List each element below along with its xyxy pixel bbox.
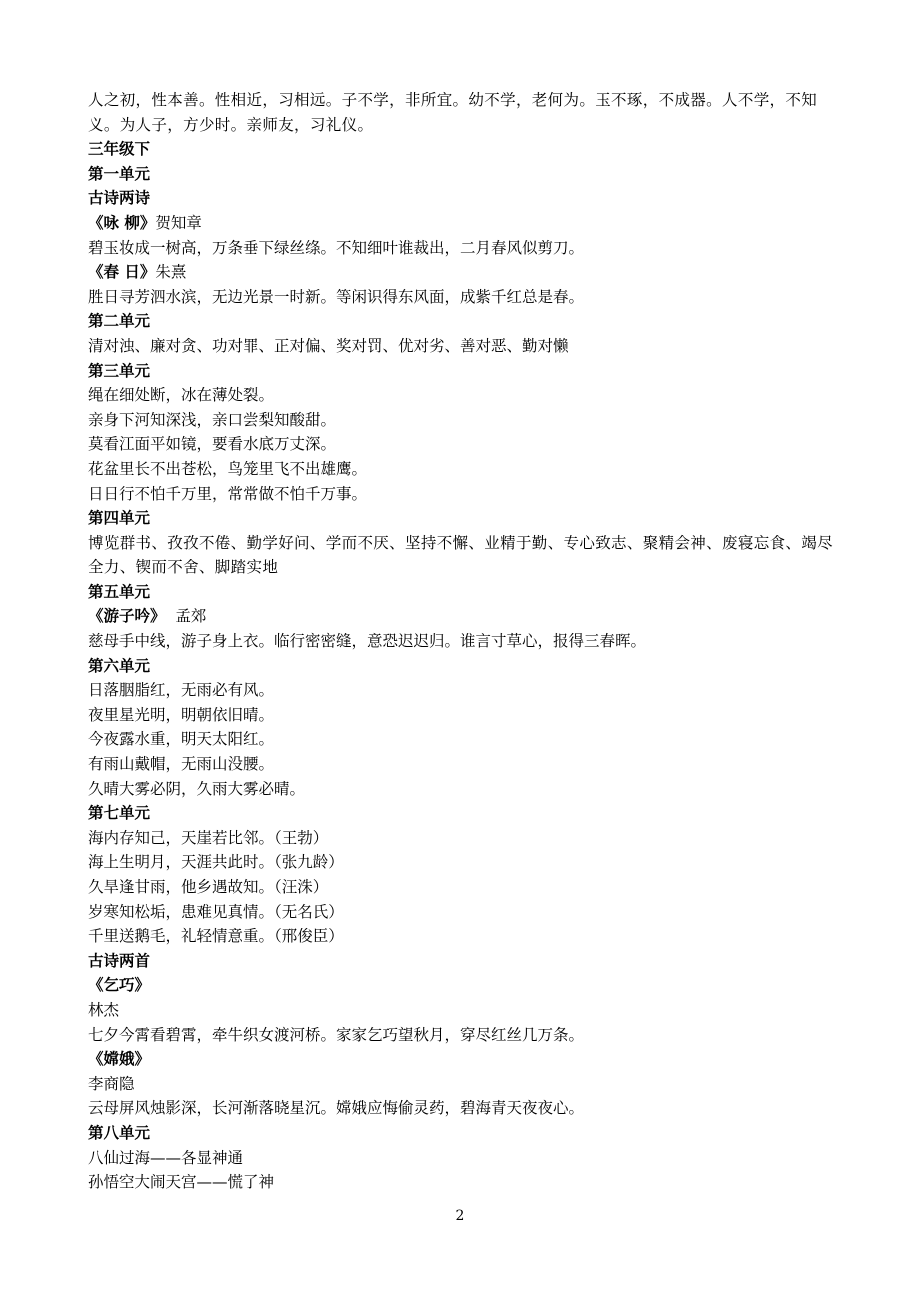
weather-proverb-line: 夜里星光明，明朝依旧晴。	[88, 705, 275, 724]
poem-title: 《游子吟》	[88, 606, 166, 626]
poem-text: 碧玉妆成一树高，万条垂下绿丝绦。不知细叶谁裁出，二月春风似剪刀。	[88, 238, 585, 257]
quote-line: 海上生明月，天涯共此时。（张九龄）	[88, 853, 344, 872]
unit4-text: 博览群书、孜孜不倦、勤学好问、学而不厌、坚持不懈、业精于勤、专心致志、聚精会神、废寝忘食、竭尽全力、锲而不舍、脚踏实地	[88, 533, 833, 577]
quote-line: 久旱逢甘雨，他乡遇故知。（汪洙）	[88, 878, 329, 896]
poem-title-line	[88, 604, 838, 629]
poem-title: 《嫦娥》	[88, 1049, 151, 1069]
poem-title: 《春 日》	[88, 262, 156, 282]
unit1-heading: 第一单元	[88, 163, 151, 183]
unit2-heading: 第二单元	[88, 311, 151, 331]
unit4-heading: 第四单元	[88, 508, 151, 528]
unit3-heading: 第三单元	[88, 360, 151, 380]
proverb-line: 绳在细处断，冰在薄处裂。	[88, 386, 275, 405]
poem-title-line	[88, 211, 838, 236]
unit2-text: 清对浊、廉对贪、功对罪、正对偏、奖对罚、优对劣、善对恶、勤对懒	[88, 336, 569, 355]
quote-line: 海内存知己，天崖若比邻。（王勃）	[88, 828, 329, 847]
unit7-section-title: 古诗两首	[88, 950, 151, 970]
poem-text: 慈母手中线，游子身上衣。临行密密缝，意恐迟迟归。谁言寸草心，报得三春晖。	[88, 632, 647, 651]
quote-line: 岁寒知松垢，患难见真情。（无名氏）	[88, 902, 344, 921]
poem-author: 孟郊	[175, 607, 207, 626]
document-page	[88, 88, 838, 1195]
unit5-heading: 第五单元	[88, 581, 151, 601]
xiehouyu-line: 孙悟空大闹天宫——慌了神	[88, 1173, 275, 1192]
weather-proverb-line: 有雨山戴帽，无雨山没腰。	[88, 755, 275, 774]
quote-line: 千里送鹅毛，礼轻情意重。（邢俊臣）	[88, 927, 344, 946]
page-number: 2	[455, 1208, 465, 1224]
poem-title: 《咏 柳》	[88, 212, 156, 232]
poem-title: 《乞巧》	[88, 975, 151, 995]
unit7-heading: 第七单元	[88, 803, 151, 823]
proverb-line: 莫看江面平如镜，要看水底万丈深。	[88, 435, 337, 454]
unit8-heading: 第八单元	[88, 1122, 151, 1142]
weather-proverb-line: 久晴大雾必阴，久雨大雾必晴。	[88, 779, 306, 798]
poem-author: 李商隐	[88, 1074, 135, 1093]
poem-author: 林杰	[88, 1000, 120, 1019]
proverb-line: 亲身下河知深浅，亲口尝梨知酸甜。	[88, 410, 337, 429]
poem-text: 云母屏风烛影深，长河渐落晓星沉。嫦娥应悔偷灵药，碧海青天夜夜心。	[88, 1099, 585, 1118]
weather-proverb-line: 日落胭脂红，无雨必有风。	[88, 681, 275, 700]
poem-author: 朱熹	[155, 263, 187, 282]
proverb-line: 日日行不怕千万里，常常做不怕千万事。	[88, 484, 368, 503]
grade-heading: 三年级下	[88, 139, 151, 159]
unit1-section-title: 古诗两诗	[88, 188, 151, 208]
poem-title-line	[88, 260, 838, 285]
intro-paragraph: 人之初，性本善。性相近，习相远。子不学，非所宜。幼不学，老何为。玉不琢，不成器。人不学，不知义。为人子，方少时。亲师友，习礼仪。	[88, 91, 818, 134]
proverb-line: 花盆里长不出苍松，鸟笼里飞不出雄鹰。	[88, 459, 368, 478]
xiehouyu-line: 八仙过海——各显神通	[88, 1148, 244, 1167]
weather-proverb-line: 今夜露水重，明天太阳红。	[88, 730, 275, 749]
poem-text: 七夕今霄看碧霄，牵牛织女渡河桥。家家乞巧望秋月，穿尽红丝几万条。	[88, 1025, 585, 1044]
poem-text: 胜日寻芳泗水滨，无边光景一时新。等闲识得东风面，成紫千红总是春。	[88, 287, 585, 306]
unit6-heading: 第六单元	[88, 655, 151, 675]
poem-author: 贺知章	[155, 213, 202, 232]
